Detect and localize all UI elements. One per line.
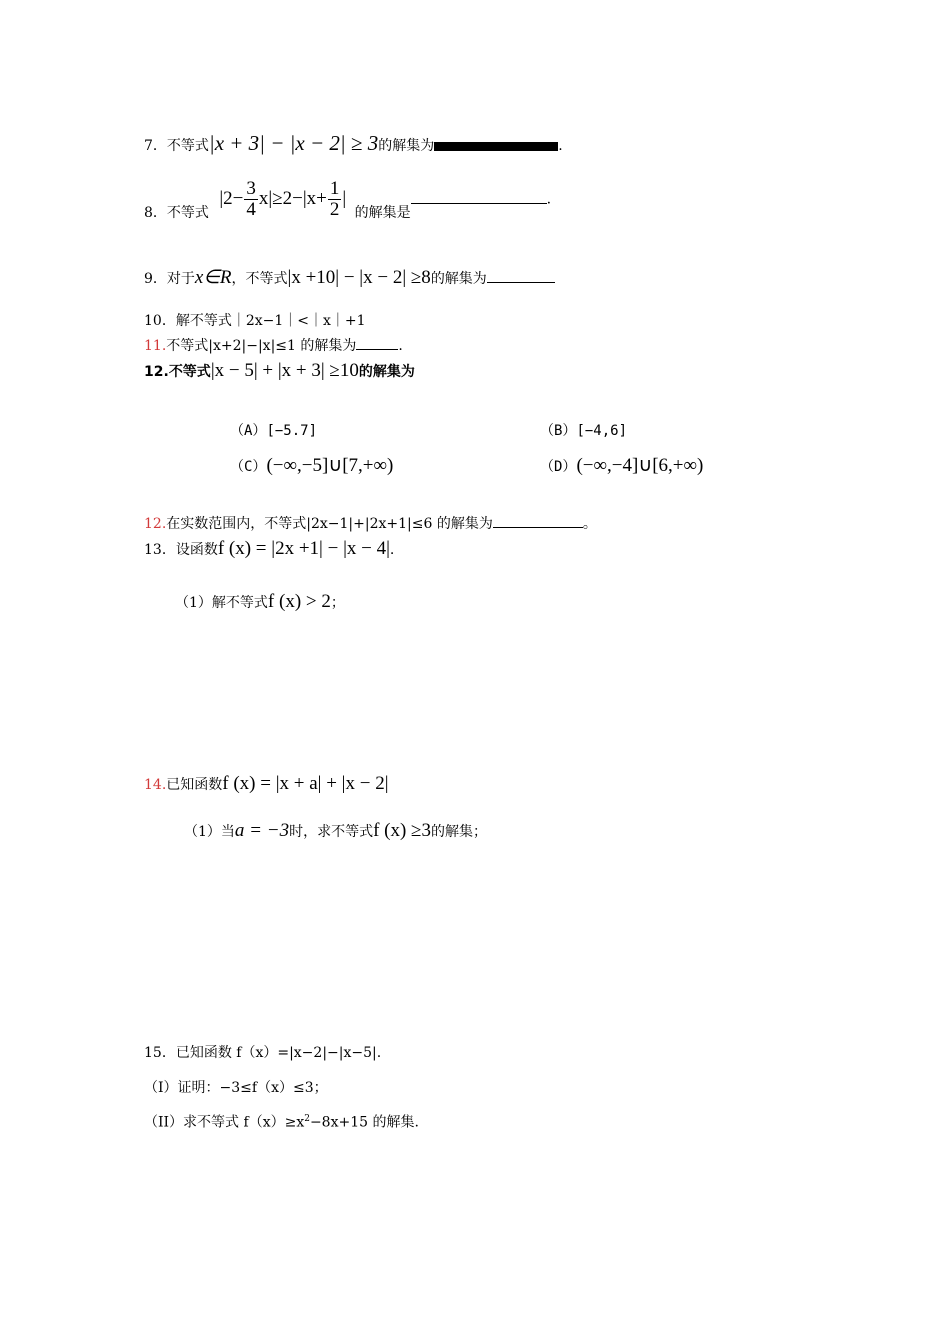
q8-expr-part-b: x|≥2−|x+ bbox=[258, 187, 327, 209]
q9-expression: |x +10| − |x − 2| ≥8 bbox=[287, 267, 431, 288]
redaction-bar bbox=[434, 142, 558, 151]
option-c[interactable] bbox=[230, 456, 393, 475]
q13-part1-end: ； bbox=[330, 595, 345, 611]
q8-expr-part-c: | bbox=[342, 187, 347, 209]
q15-part2-b: −8x+15 的解集. bbox=[309, 1114, 419, 1131]
q14-prefix: 已知函数 bbox=[166, 777, 223, 793]
q8-expr-part-a: |2− bbox=[219, 187, 244, 209]
q14-part1-mid: 时，求不等式 bbox=[289, 824, 374, 840]
question-14 bbox=[144, 774, 389, 793]
option-b[interactable] bbox=[540, 424, 627, 438]
q15-exponent: 2 bbox=[304, 1114, 310, 1124]
q8-end: . bbox=[546, 191, 552, 208]
q15-part-1: （I）证明：−3≤f（x）≤3； bbox=[144, 1080, 328, 1096]
q13-end: . bbox=[389, 542, 395, 558]
q8-expression bbox=[219, 179, 346, 220]
q12a-prefix: 不等式 bbox=[168, 364, 211, 380]
question-8 bbox=[144, 176, 551, 220]
q13-part1-expression: f (x) > 2 bbox=[267, 591, 331, 612]
q7-expression: |x + 3| − |x − 2| ≥ 3 bbox=[208, 131, 379, 155]
option-a-value: [−5.7] bbox=[266, 423, 318, 439]
q14-part1-condition: a = −3 bbox=[234, 820, 290, 841]
q12a-expression: |x − 5| + |x + 3| ≥10 bbox=[210, 360, 359, 381]
q8-number: 8．不等式 bbox=[144, 205, 209, 221]
q12a-suffix: 的解集为 bbox=[358, 364, 415, 380]
option-c-label: （C） bbox=[230, 459, 267, 475]
q14-part1-label: （1）当 bbox=[184, 824, 235, 840]
option-a[interactable] bbox=[230, 424, 317, 438]
q13-number: 13．设函数 bbox=[144, 542, 218, 558]
option-a-label: （A） bbox=[230, 423, 267, 439]
q13-expression: f (x) = |2x +1| − |x − 4| bbox=[217, 538, 390, 559]
option-d[interactable] bbox=[540, 456, 703, 475]
fraction-1-2 bbox=[328, 179, 342, 220]
q12b-number: 12. bbox=[144, 516, 167, 532]
q12b-end: 。 bbox=[582, 516, 597, 532]
option-d-label: （D） bbox=[540, 459, 577, 475]
option-b-label: （B） bbox=[540, 423, 577, 439]
q9-mid: ，不等式 bbox=[231, 271, 288, 287]
fraction-denominator: 2 bbox=[329, 199, 340, 221]
question-12-fill bbox=[144, 517, 597, 531]
q9-suffix: 的解集为 bbox=[430, 271, 487, 287]
q14-number: 14. bbox=[144, 777, 167, 793]
fraction-numerator: 1 bbox=[329, 178, 340, 200]
q12a-number: 12. bbox=[144, 364, 169, 380]
q11-answer-blank[interactable] bbox=[356, 348, 398, 350]
q7-suffix: 的解集为 bbox=[378, 138, 435, 154]
question-12-choice bbox=[144, 361, 415, 380]
q11-end: . bbox=[398, 338, 403, 354]
question-9 bbox=[144, 268, 555, 287]
q15-part2-a: （II）求不等式 f（x）≥x bbox=[144, 1114, 305, 1131]
q14-part1-expression: f (x) ≥3 bbox=[373, 820, 431, 841]
q7-end: . bbox=[558, 138, 563, 154]
fraction-denominator: 4 bbox=[246, 199, 256, 221]
option-b-value: [−4,6] bbox=[576, 423, 628, 439]
q14-part-1 bbox=[184, 821, 487, 840]
q12b-answer-blank[interactable] bbox=[493, 526, 583, 528]
q9-answer-blank[interactable] bbox=[487, 281, 555, 283]
q8-answer-blank[interactable] bbox=[411, 202, 547, 204]
fraction-3-4 bbox=[244, 179, 258, 220]
q14-expression: f (x) = |x + a| + |x − 2| bbox=[222, 773, 389, 794]
q9-variable: x∈R bbox=[194, 267, 232, 288]
q7-number: 7．不等式 bbox=[144, 138, 209, 154]
q14-part1-end: 的解集； bbox=[431, 824, 487, 840]
question-10: 10．解不等式｜2x−1｜<｜x｜+1 bbox=[144, 313, 366, 329]
q11-number: 11. bbox=[144, 338, 167, 354]
q15-part-2 bbox=[144, 1115, 419, 1130]
q13-part1-label: （1）解不等式 bbox=[175, 595, 268, 611]
q12b-text: 在实数范围内，不等式|2x−1|+|2x+1|≤6 的解集为 bbox=[166, 516, 493, 532]
question-7 bbox=[144, 133, 563, 154]
q9-number: 9．对于 bbox=[144, 271, 195, 287]
option-d-value: (−∞,−4]∪[6,+∞) bbox=[576, 455, 704, 476]
q11-text: 不等式|x+2|−|x|≤1 的解集为 bbox=[166, 338, 357, 354]
fraction-numerator: 3 bbox=[246, 178, 256, 200]
question-11 bbox=[144, 339, 403, 353]
question-15: 15．已知函数 f（x）=|x−2|−|x−5|. bbox=[144, 1045, 382, 1061]
question-13 bbox=[144, 539, 394, 558]
q8-suffix: 的解集是 bbox=[354, 205, 411, 221]
q13-part-1 bbox=[175, 592, 345, 611]
option-c-value: (−∞,−5]∪[7,+∞) bbox=[266, 455, 394, 476]
